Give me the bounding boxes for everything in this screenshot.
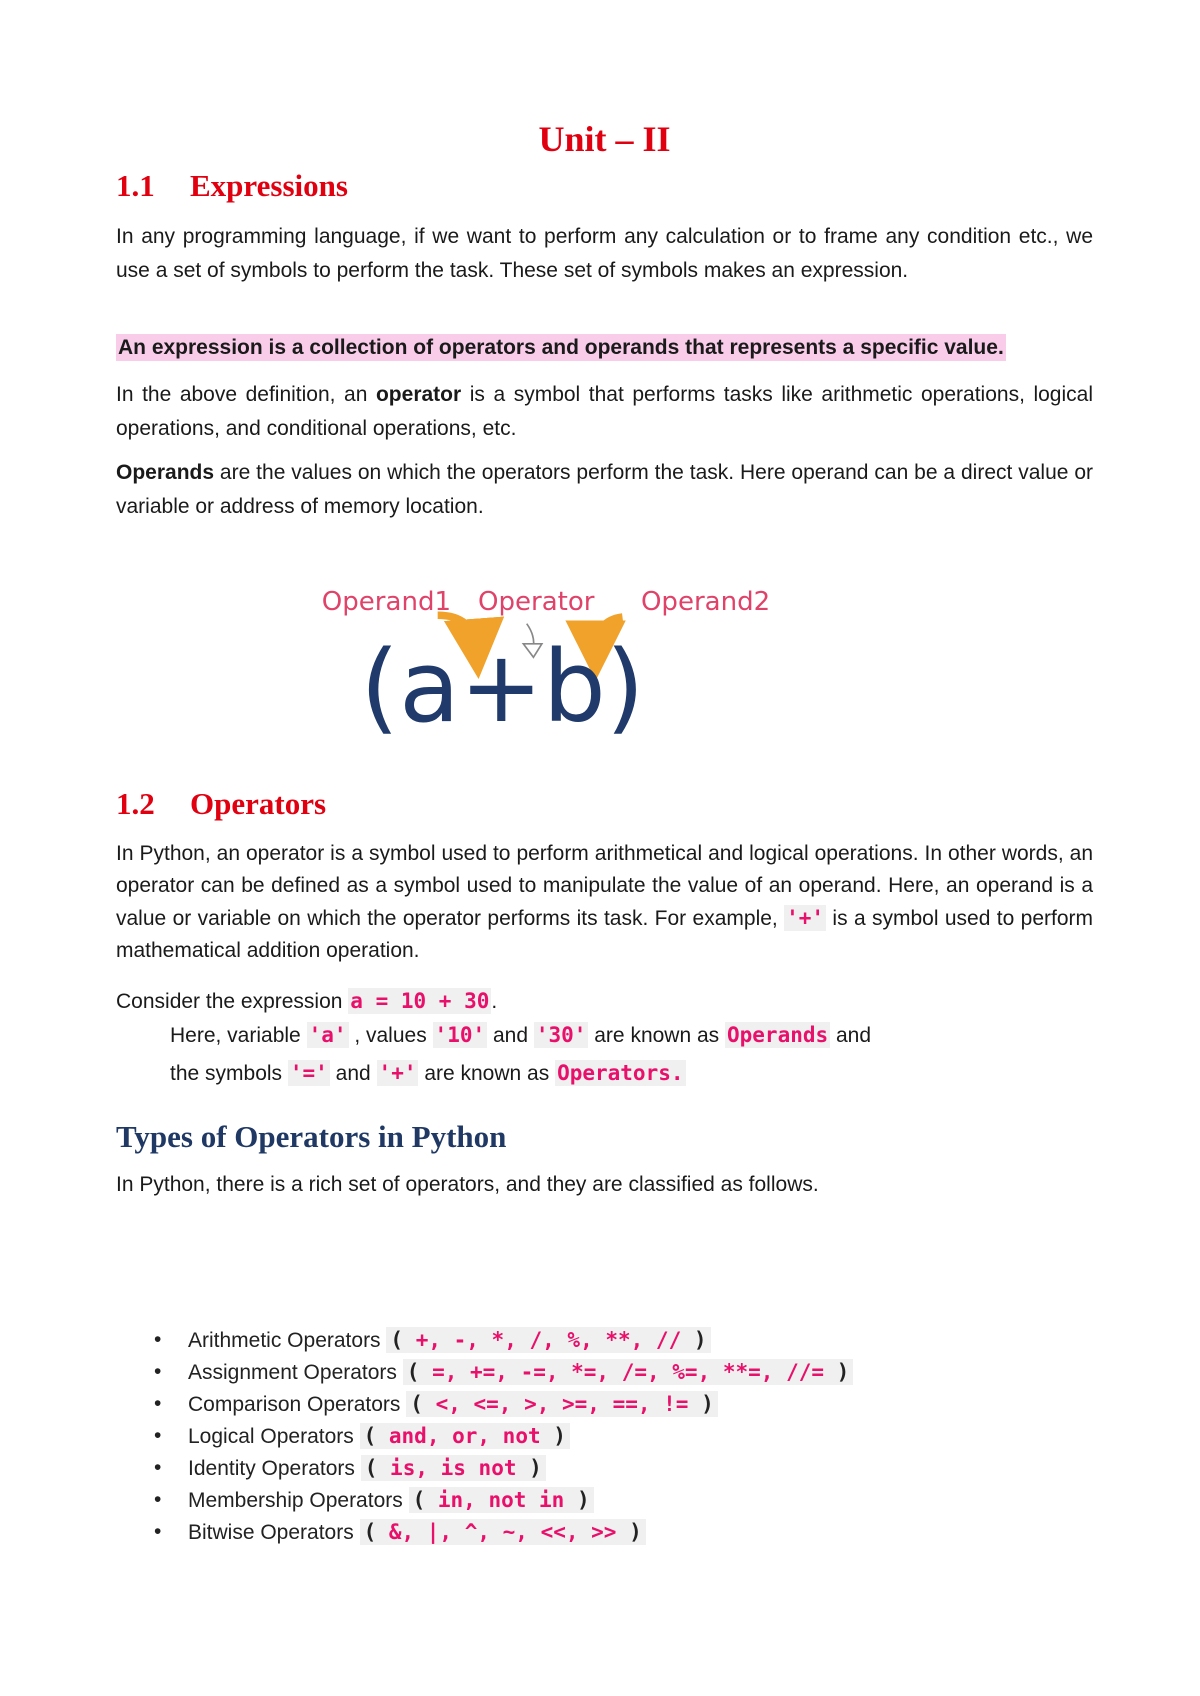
close-paren: ) [616,1520,642,1544]
text-run: and [830,1024,872,1047]
operator-symbol-list: is, is not [390,1456,517,1480]
text-run: is a symbol used to perform mathematical addition operation. [116,907,1093,962]
section-heading-operators [116,786,326,822]
inline-code: '10' [434,1023,486,1047]
open-paren: ( [363,1520,389,1544]
operator-symbol-list: &, |, ^, ~, <<, >> [388,1520,617,1544]
operator-type-name: Comparison Operators [188,1393,407,1416]
bullet-icon: • [154,1456,162,1479]
definition-paragraph [116,331,1093,365]
page-title: Unit – II [538,119,671,159]
expression-diagram [272,580,852,790]
inline-code: '=' [289,1061,328,1085]
inline-code: '+' [378,1061,417,1085]
text-run: Here, variable [170,1024,307,1047]
open-paren: ( [406,1360,433,1384]
operator-symbols [360,1423,570,1449]
operator-symbols [409,1487,594,1513]
text-run: and [329,1062,377,1085]
close-paren: ) [516,1456,542,1480]
text-run: . [491,990,498,1013]
text-run: In Python, an operator is a symbol used to perform arithmetical and logical operations. In other words, an operator can be defined as a symbol used to manipulate the value of an operand. Here, an operand is a value or variable on which the operator performs its task. For example, [116,842,1093,930]
section-title: Expressions [190,168,348,203]
close-paren: ) [688,1392,714,1416]
paragraph-types-intro: In Python, there is a rich set of operators, and they are classified as follows. [116,1173,819,1196]
text-run: are the values on which the operators perform the task. Here operand can be a direct value or variable or address of memory location. [116,461,1093,518]
section-heading-types: Types of Operators in Python [116,1119,507,1154]
open-paren: ( [390,1328,416,1352]
close-paren: ) [681,1328,707,1352]
bullet-icon: • [154,1520,162,1543]
operator-type-item [116,1516,1093,1548]
close-paren: ) [540,1424,566,1448]
paragraph-operands-explanation [170,1016,1093,1055]
paragraph-operators-explanation [170,1054,1093,1093]
bullet-icon: • [154,1328,162,1351]
operator-symbols [360,1519,646,1545]
operator-types-list [116,1324,1093,1548]
operator-type-name: Arithmetic Operators [188,1329,387,1352]
text-run: are known as [418,1062,556,1085]
highlighted-definition: An expression is a collection of operators and operands that represents a specific value. [118,336,1004,359]
bullet-icon: • [154,1360,162,1383]
section-number: 1.2 [116,786,155,821]
bullet-icon: • [154,1424,162,1447]
operator-symbol-list: and, or, not [388,1424,541,1448]
open-paren: ( [363,1424,389,1448]
inline-code-plus: '+' [786,906,825,930]
operator-symbol-list: =, +=, -=, *=, /=, %=, **=, //= [432,1360,824,1384]
section-title: Operators [190,786,327,821]
text-run: is a symbol that performs tasks like arithmetic operations, logical operations, and conditional operations, etc. [116,383,1093,440]
close-paren: ) [564,1488,590,1512]
diagram-label-operator: Operator [478,587,595,618]
inline-code: Operands [727,1023,829,1047]
operator-type-item [116,1388,1093,1420]
text-run: and [487,1024,534,1047]
inline-code: '30' [535,1023,587,1047]
open-paren: ( [410,1392,436,1416]
section-heading-expressions [116,168,348,204]
operator-symbols [386,1327,710,1353]
paragraph-operator-definition [116,378,1093,446]
operator-type-item [116,1324,1093,1356]
bullet-icon: • [154,1392,162,1415]
operator-symbols [361,1455,546,1481]
paragraph-expressions-intro: In any programming language, if we want to perform any calculation or to frame any condition etc., we use a set of symbols to perform the task. These set of symbols makes an expression. [116,225,1093,282]
operator-type-name: Logical Operators [188,1425,360,1448]
text-run: Consider the expression [116,990,349,1013]
text-run: In the above definition, an [116,383,376,406]
paragraph-operands-definition [116,456,1093,524]
operator-symbol-list: +, -, *, /, %, **, // [415,1328,682,1352]
operator-type-name: Assignment Operators [188,1361,403,1384]
operator-type-item [116,1484,1093,1516]
inline-code-expression: a = 10 + 30 [350,989,490,1013]
text-run: , values [348,1024,433,1047]
operator-type-name: Identity Operators [188,1457,361,1480]
operator-type-item [116,1356,1093,1388]
operator-symbols [403,1359,854,1385]
operator-type-name: Bitwise Operators [188,1521,360,1544]
operator-symbol-list: in, not in [437,1488,565,1512]
operator-type-name: Membership Operators [188,1489,409,1512]
diagram-label-operand2: Operand2 [640,587,771,618]
text-run: are known as [588,1024,725,1047]
bold-term-operands: Operands [116,461,215,484]
bold-term-operator: operator [375,383,462,406]
section-number: 1.1 [116,168,155,203]
paragraph-operators-intro [116,838,1093,967]
paragraph-consider [116,984,1093,1019]
inline-code: Operators. [557,1061,684,1085]
diagram-label-operand1: Operand1 [321,587,452,618]
text-run: the symbols [170,1062,288,1085]
operator-type-item [116,1452,1093,1484]
operator-symbols [406,1391,717,1417]
inline-code: 'a' [308,1023,347,1047]
close-paren: ) [824,1360,850,1384]
diagram-expression: (a+b) [360,630,645,746]
open-paren: ( [412,1488,438,1512]
operator-type-item [116,1420,1093,1452]
open-paren: ( [364,1456,391,1480]
bullet-icon: • [154,1488,162,1511]
operator-symbol-list: <, <=, >, >=, ==, != [435,1392,689,1416]
